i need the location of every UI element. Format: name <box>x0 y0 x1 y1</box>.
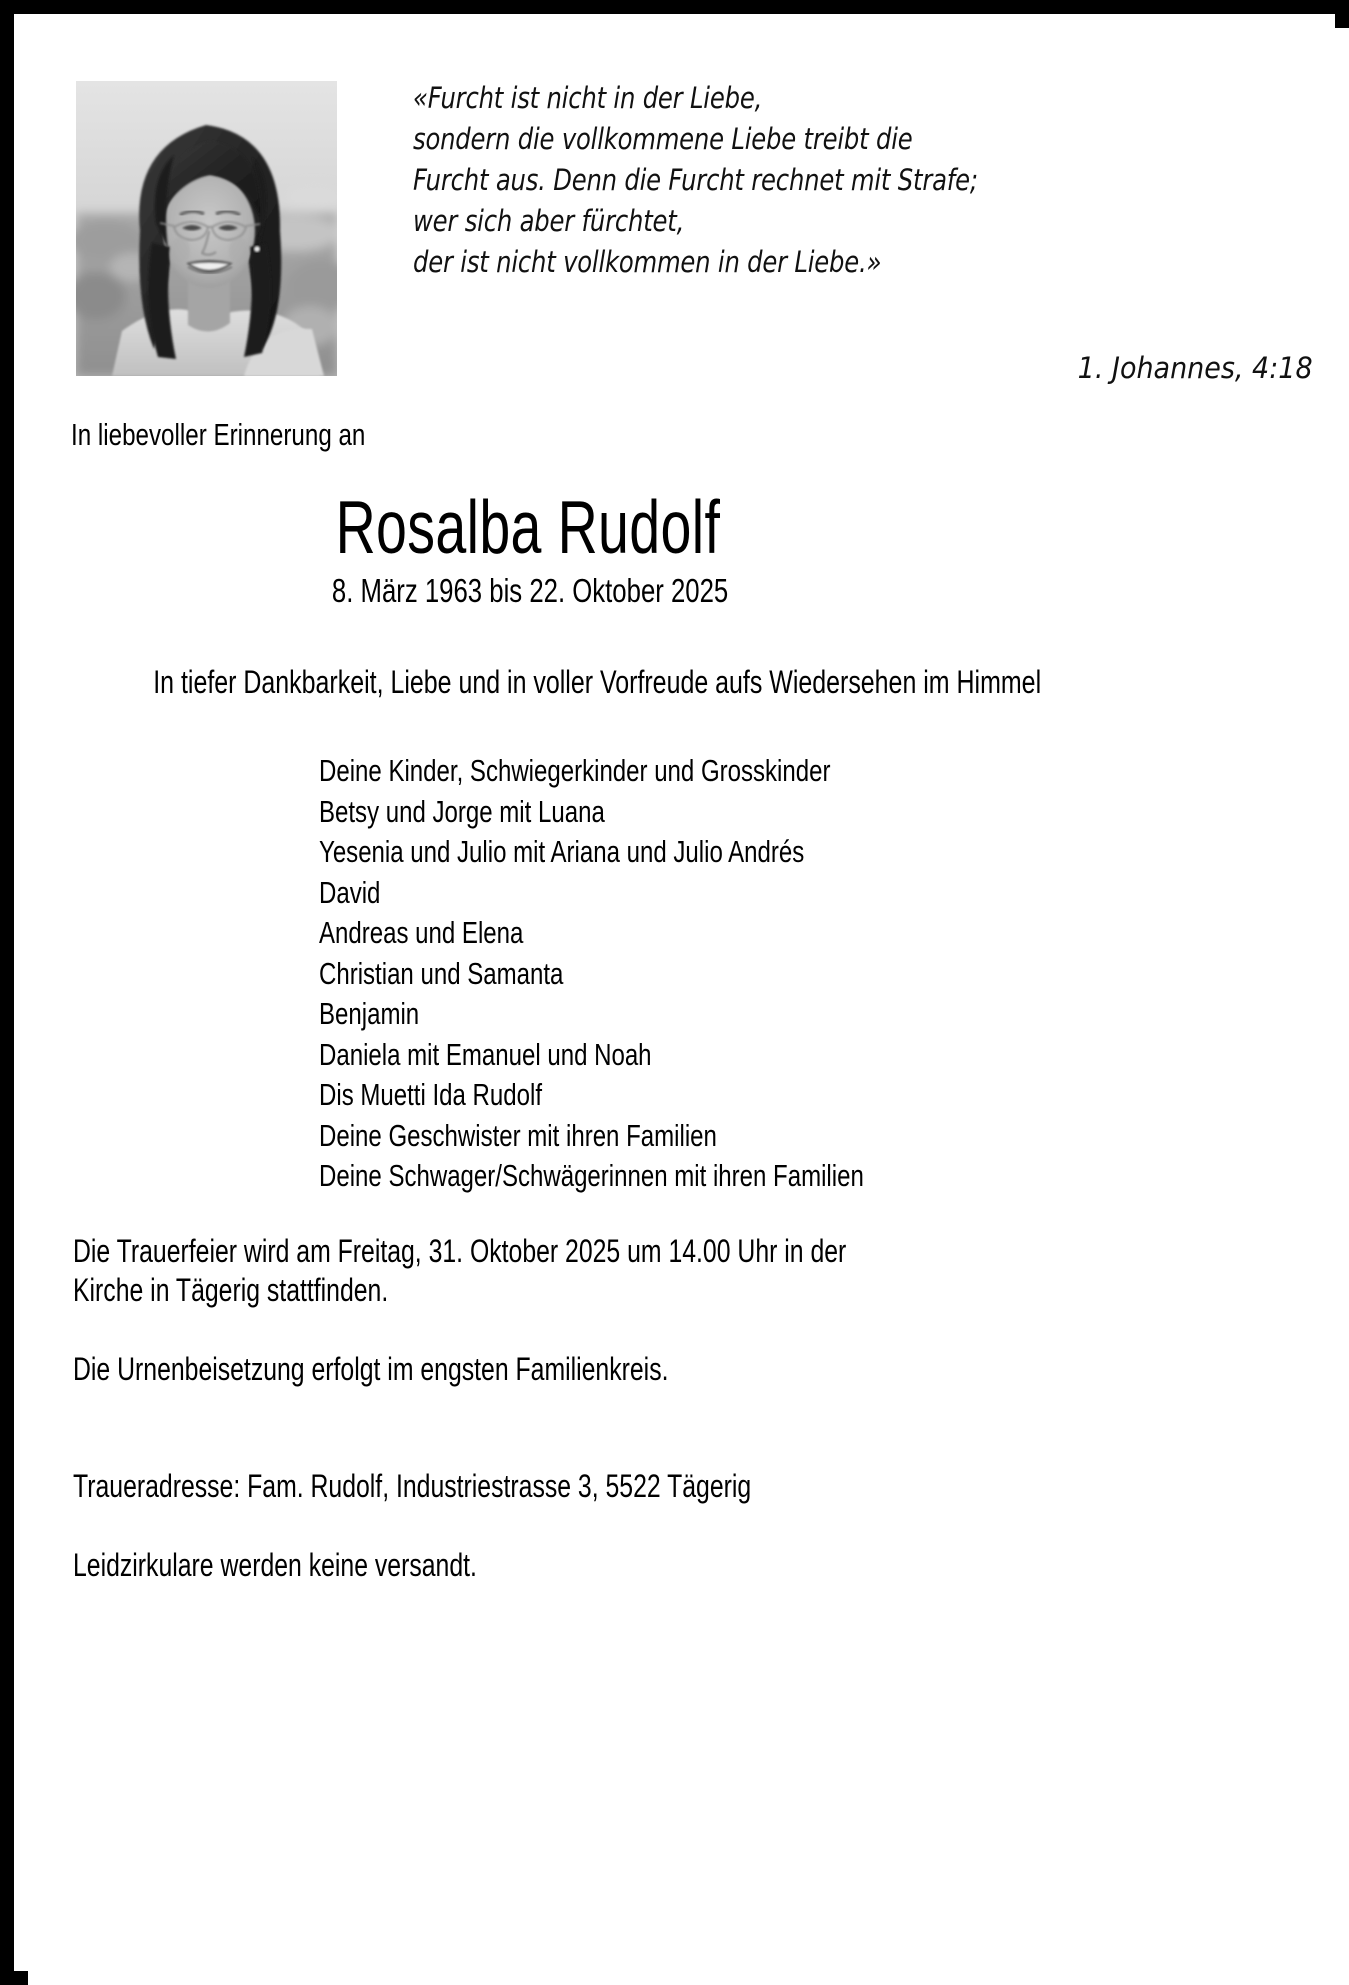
arrangements-block <box>73 1232 1093 1585</box>
dedication-line: In liebevoller Erinnerung an <box>71 417 366 452</box>
gratitude-line <box>28 662 1042 702</box>
deceased-name <box>28 483 1028 571</box>
interment-paragraph <box>73 1350 1093 1389</box>
funeral-service-line-1: Die Trauerfeier wird am Freitag, 31. Oktober 2025 um 14.00 Uhr in der <box>73 1233 847 1269</box>
quote-attribution-text: 1. Johannes, 4:18 <box>1078 351 1313 385</box>
list-item: Deine Schwager/Schwägerinnen mit ihren Familien <box>319 1158 864 1193</box>
list-item: Betsy und Jorge mit Luana <box>319 793 605 829</box>
quote-line: wer sich aber fürchtet, <box>413 204 685 238</box>
list-item: Benjamin <box>319 996 420 1031</box>
list-item: Deine Kinder, Schwiegerkinder und Grosskinder <box>319 753 831 788</box>
header-area <box>28 28 1349 428</box>
gratitude-text: In tiefer Dankbarkeit, Liebe und in voller Vorfreude aufs Wiedersehen im Himmel <box>153 664 1042 700</box>
deceased-dates <box>28 570 1033 612</box>
no-circulars-paragraph <box>73 1546 1093 1585</box>
mourning-address-paragraph <box>73 1467 1093 1506</box>
obituary-card <box>28 28 1349 1985</box>
quote-line: Furcht aus. Denn die Furcht rechnet mit Strafe; <box>413 163 978 197</box>
list-item: Deine Geschwister mit ihren Familien <box>319 1117 717 1153</box>
no-circulars-line: Leidzirkulare werden keine versandt. <box>73 1547 477 1583</box>
quote-line: der ist nicht vollkommen in der Liebe.» <box>413 245 882 279</box>
portrait-photo <box>76 81 337 376</box>
list-item: Christian und Samanta <box>319 955 564 991</box>
funeral-service-line-2: Kirche in Tägerig stattfinden. <box>73 1272 389 1308</box>
funeral-service-paragraph <box>73 1232 1093 1310</box>
deceased-dates-text: 8. März 1963 bis 22. Oktober 2025 <box>332 572 729 609</box>
survivors-list <box>319 751 1279 1197</box>
list-item: Daniela mit Emanuel und Noah <box>319 1036 652 1072</box>
bible-quote <box>413 78 1313 283</box>
list-item: Yesenia und Julio mit Ariana und Julio Andrés <box>319 834 805 869</box>
deceased-name-text: Rosalba Rudolf <box>335 485 721 569</box>
list-item: Andreas und Elena <box>319 915 524 950</box>
quote-line: sondern die vollkommene Liebe treibt die <box>413 122 913 156</box>
list-item: David <box>319 874 381 910</box>
interment-line: Die Urnenbeisetzung erfolgt im engsten Familienkreis. <box>73 1351 669 1387</box>
quote-attribution <box>413 348 1313 389</box>
mourning-address-line: Traueradresse: Fam. Rudolf, Industriestrasse 3, 5522 Tägerig <box>73 1468 752 1504</box>
list-item: Dis Muetti Ida Rudolf <box>319 1077 542 1112</box>
quote-line: «Furcht ist nicht in der Liebe, <box>413 81 763 115</box>
